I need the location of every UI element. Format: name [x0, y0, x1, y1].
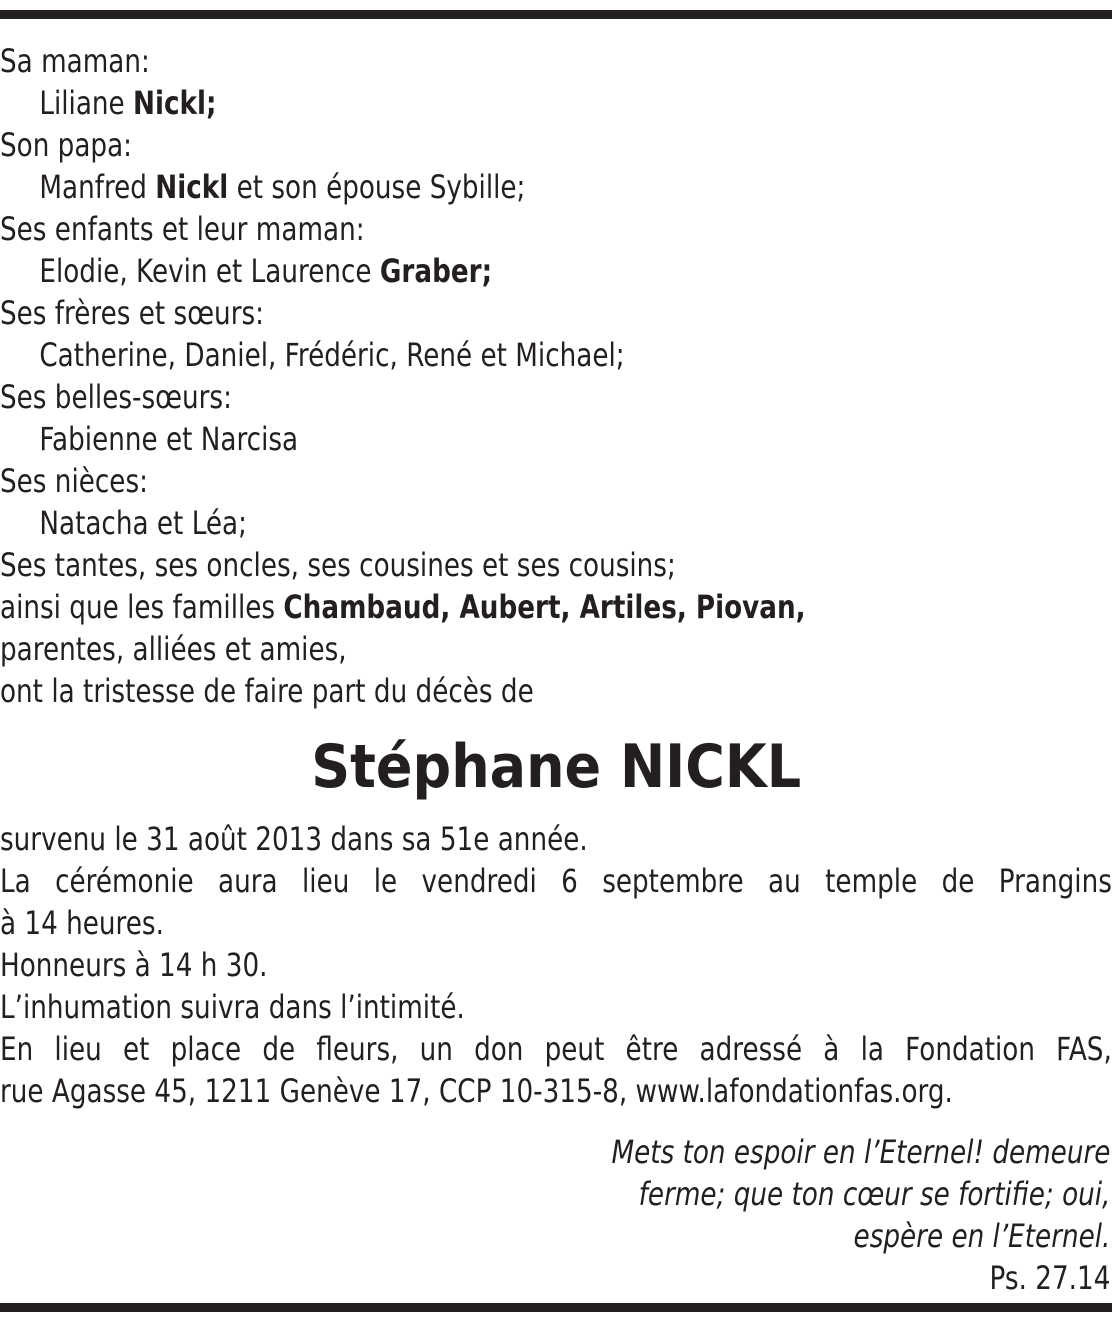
father-name — [0, 166, 912, 208]
donation-word: de — [262, 1030, 296, 1068]
donation-word: En — [0, 1030, 34, 1068]
ceremony-line — [0, 860, 1112, 902]
donation-word: lieu — [54, 1030, 102, 1068]
father-first-name: Manfred — [39, 168, 156, 206]
nieces-names: Natacha et Léa; — [39, 504, 247, 542]
sisters-in-law-names: Fabienne et Narcisa — [39, 420, 299, 458]
relatives-line: Ses tantes, ses oncles, ses cousines et ses cousins; — [0, 546, 676, 584]
donation-word: adressé — [699, 1030, 803, 1068]
father-spouse: et son épouse Sybille; — [228, 168, 526, 206]
donation-word: Fondation — [905, 1030, 1035, 1068]
mother-first-name: Liliane — [39, 84, 134, 122]
families-prefix: ainsi que les familles — [0, 588, 284, 626]
children-first-names: Elodie, Kevin et Laurence — [39, 252, 380, 290]
top-rule — [0, 10, 1112, 19]
ceremony-time-line: à 14 heures. — [0, 904, 164, 942]
donation-word: un — [419, 1030, 453, 1068]
siblings-label: Ses frères et sœurs: — [0, 294, 264, 332]
ceremony-word: cérémonie — [55, 862, 194, 900]
sisters-in-law-label: Ses belles-sœurs: — [0, 378, 232, 416]
psalm-quote — [502, 1131, 1110, 1299]
burial-line: L’inhumation suivra dans l’intimité. — [0, 988, 465, 1026]
donation-address-line: rue Agasse 45, 1211 Genève 17, CCP 10-315-8, www.lafondationfas.org. — [0, 1072, 953, 1110]
announcement-line: ont la tristesse de faire part du décès de — [0, 672, 534, 710]
death-date-line: survenu le 31 août 2013 dans sa 51e année. — [0, 820, 588, 858]
allies-line: parentes, alliées et amies, — [0, 630, 347, 668]
family-list — [0, 40, 912, 712]
families-names: Chambaud, Aubert, Artiles, Piovan, — [283, 588, 806, 626]
quote-reference: Ps. 27.14 — [989, 1259, 1110, 1297]
bottom-rule — [0, 1303, 1112, 1312]
nieces-label: Ses nièces: — [0, 462, 148, 500]
details-block — [0, 818, 1112, 1112]
children-label: Ses enfants et leur maman: — [0, 210, 365, 248]
deceased-name-heading — [0, 727, 1112, 807]
ceremony-line-wrap — [0, 860, 1112, 902]
donation-word: à — [823, 1030, 840, 1068]
donation-word: FAS, — [1056, 1030, 1112, 1068]
quote-line-2: ferme; que ton cœur se fortifie; oui, — [638, 1175, 1110, 1213]
children-names — [0, 250, 912, 292]
ceremony-word: le — [373, 862, 398, 900]
mother-last-name: Nickl; — [133, 84, 217, 122]
mother-label: Sa maman: — [0, 42, 150, 80]
donation-word: don — [474, 1030, 524, 1068]
ceremony-word: 6 — [561, 862, 578, 900]
donation-word: et — [122, 1030, 150, 1068]
father-last-name: Nickl — [155, 168, 229, 206]
families-line — [0, 586, 912, 628]
donation-word: place — [170, 1030, 242, 1068]
ceremony-word: septembre — [602, 862, 744, 900]
donation-word: être — [625, 1030, 679, 1068]
ceremony-word: lieu — [301, 862, 350, 900]
donation-word: peut — [544, 1030, 605, 1068]
ceremony-word: Prangins — [998, 862, 1112, 900]
ceremony-word: aura — [218, 862, 278, 900]
ceremony-word: temple — [825, 862, 918, 900]
deceased-name: Stéphane NICKL — [311, 732, 801, 802]
donation-line-wrap — [0, 1028, 1112, 1070]
ceremony-word: La — [0, 862, 31, 900]
donation-word: fleurs, — [316, 1030, 399, 1068]
honours-line: Honneurs à 14 h 30. — [0, 946, 268, 984]
ceremony-word: vendredi — [421, 862, 537, 900]
quote-line-3: espère en l’Eternel. — [853, 1217, 1110, 1255]
donation-word: la — [860, 1030, 884, 1068]
children-last-name: Graber; — [379, 252, 493, 290]
ceremony-word: au — [768, 862, 801, 900]
mother-name — [0, 82, 912, 124]
quote-line-1: Mets ton espoir en l’Eternel! demeure — [611, 1133, 1110, 1171]
father-label: Son papa: — [0, 126, 132, 164]
donation-line — [0, 1028, 1112, 1070]
siblings-names: Catherine, Daniel, Frédéric, René et Michael; — [39, 336, 625, 374]
ceremony-word: de — [941, 862, 975, 900]
